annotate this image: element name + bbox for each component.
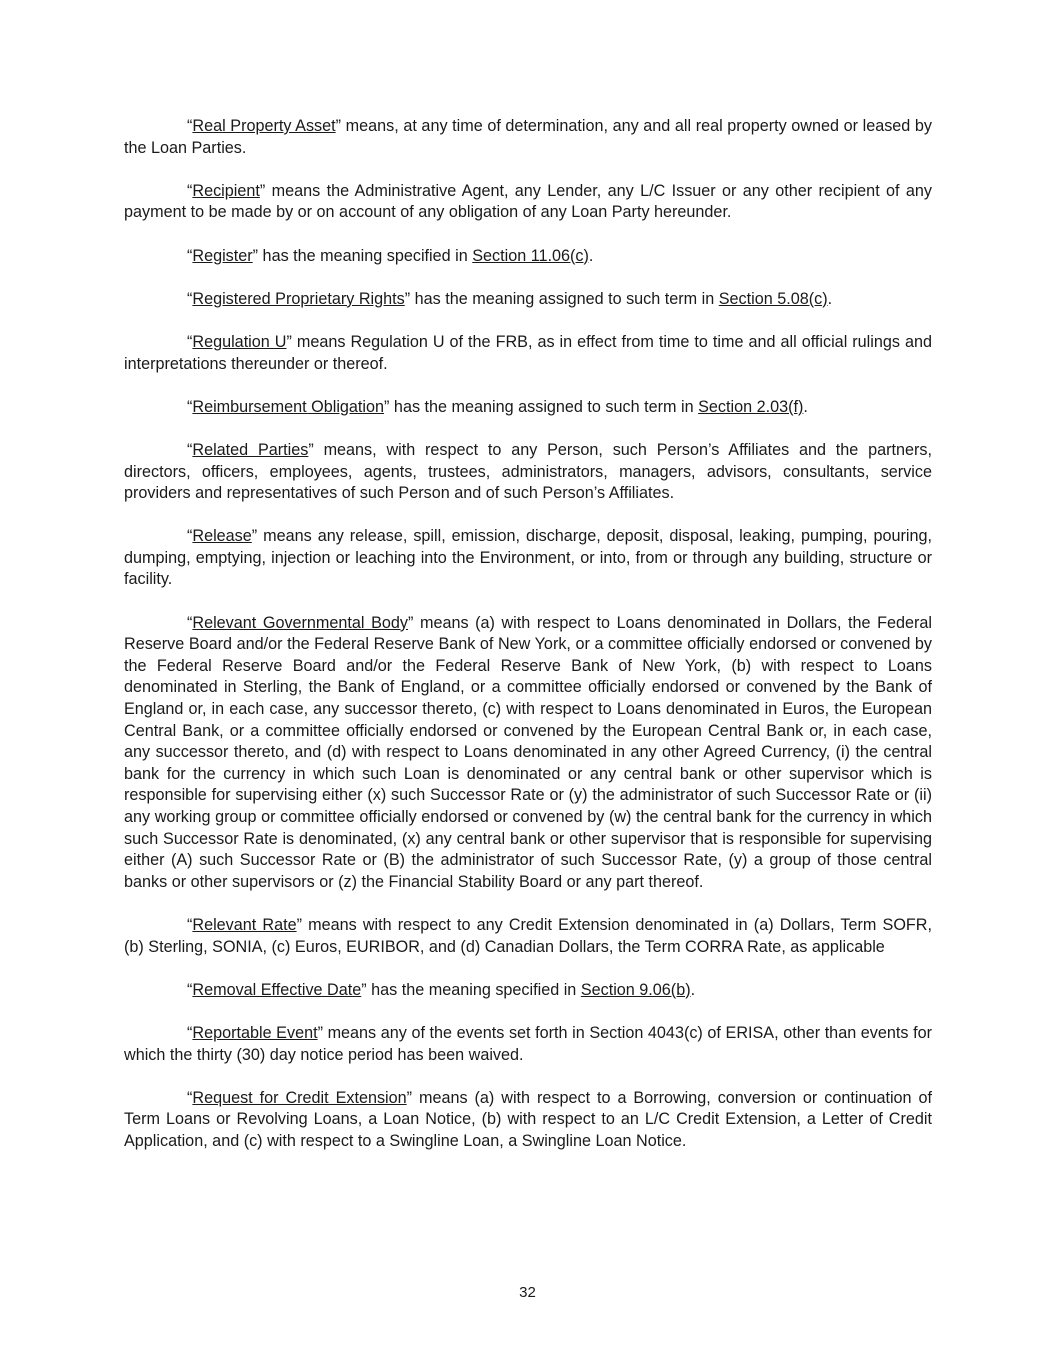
defined-term: Relevant Rate (192, 915, 297, 934)
section-reference: Section 11.06(c) (472, 246, 589, 265)
definition-relevant-governmental-body: “Relevant Governmental Body” means (a) with respect to Loans denominated in Dollars, the Federal Reserve Board and/or the Federal Reserve Bank of New York, or a committee officially endorsed or convened by the Federal Reserve Board and/or the Federal Reserve Bank of New York, (b) with respect to Loans denominated in Sterling, the Bank of England, or a committee officially endorsed or convened by the Bank of England or, in each case, any successor thereto, (c) with respect to Loans denominated in Euros, the European Central Bank, or a committee officially endorsed or convened by the European Central Bank or, in each case, any successor thereto, and (d) with respect to Loans denominated in any other Agreed Currency, (i) the central bank for the currency in which such Loan is denominated or any central bank or other supervisor which is responsible for supervising either (x) such Successor Rate or (y) the administrator of such Successor Rate or (ii) any working group or committee officially endorsed or convened by (w) the central bank for the currency in which such Successor Rate is denominated, (x) any central bank or other supervisor that is responsible for supervising either (A) such Successor Rate or (B) the administrator of such Successor Rate, (y) a group of those central banks or other supervisors or (z) the Financial Stability Board or any part thereof. (124, 613, 932, 891)
definition-real-property-asset: “Real Property Asset” means, at any time of determination, any and all real property owned or leased by the Loan Parties. (124, 117, 932, 157)
definition-text: ” means Regulation U of the FRB, as in effect from time to time and all official rulings and interpretations thereunder or thereof. (124, 332, 932, 373)
defined-term: Register (192, 246, 253, 265)
defined-term: Recipient (192, 181, 260, 200)
definition-tail: . (827, 289, 833, 308)
definition-request-for-credit-extension: “Request for Credit Extension” means (a) with respect to a Borrowing, conversion or continuation of Term Loans or Revolving Loans, a Loan Notice, (b) with respect to an L/C Credit Extension, a Letter of Credit Application, and (c) with respect to a Swingline Loan, a Swingline Loan Notice. (124, 1088, 932, 1150)
definition-registered-proprietary-rights: “Registered Proprietary Rights” has the meaning assigned to such term in Section 5.08(c). (187, 289, 833, 308)
defined-term: Relevant Governmental Body (192, 613, 408, 632)
definition-relevant-rate: “Relevant Rate” means with respect to any Credit Extension denominated in (a) Dollars, Term SOFR, (b) Sterling, SONIA, (c) Euros, EURIBOR, and (d) Canadian Dollars, the Term CORRA Rate, as applicable (124, 915, 932, 956)
document-body (124, 116, 932, 1174)
definition-reportable-event: “Reportable Event” means any of the events set forth in Section 4043(c) of ERISA, other than events for which the thirty (30) day notice period has been waived. (124, 1023, 932, 1064)
definition-text: ” means (a) with respect to Loans denominated in Dollars, the Federal Reserve Board and/or the Federal Reserve Bank of New York, or a committee officially endorsed or convened by the Federal Reserve Board and/or the Federal Reserve Bank of New York, (b) with respect to Loans denominated in Sterling, the Bank of England, or a committee officially endorsed or convened by the Bank of England or, in each case, any successor thereto, (c) with respect to Loans denominated in Euros, the European Central Bank, or a committee officially endorsed or convened by the European Central Bank or, in each case, any successor thereto, and (d) with respect to Loans denominated in any other Agreed Currency, (i) the central bank for the currency in which such Loan is denominated or any central bank or other supervisor which is responsible for supervising either (x) such Successor Rate or (y) the administrator of such Successor Rate or (ii) any working group or committee officially endorsed or convened by (w) the central bank for the currency in which such Successor Rate is denominated, (x) any central bank or other supervisor that is responsible for supervising either (A) such Successor Rate or (B) the administrator of such Successor Rate, (y) a group of those central banks or other supervisors or (z) the Financial Stability Board or any part thereof. (124, 613, 932, 891)
defined-term: Removal Effective Date (192, 980, 362, 999)
defined-term: Request for Credit Extension (192, 1088, 407, 1107)
definition-text: ” has the meaning assigned to such term in (404, 289, 719, 308)
section-reference: Section 2.03(f) (698, 397, 804, 416)
definition-text: ” has the meaning assigned to such term in (384, 397, 699, 416)
defined-term: Regulation U (192, 332, 287, 351)
definition-text: ” means (a) with respect to a Borrowing, conversion or continuation of Term Loans or Revolving Loans, a Loan Notice, (b) with respect to an L/C Credit Extension, a Letter of Credit Application, and (c) with respect to a Swingline Loan, a Swingline Loan Notice. (124, 1088, 932, 1150)
defined-term: Related Parties (192, 440, 309, 459)
definition-regulation-u: “Regulation U” means Regulation U of the FRB, as in effect from time to time and all official rulings and interpretations thereunder or thereof. (124, 332, 932, 373)
definition-text: ” has the meaning specified in (252, 246, 473, 265)
definition-reimbursement-obligation: “Reimbursement Obligation” has the meaning assigned to such term in Section 2.03(f). (187, 397, 808, 416)
section-reference: Section 5.08(c) (718, 289, 828, 308)
definition-register: “Register” has the meaning specified in Section 11.06(c). (187, 246, 594, 265)
definition-text: ” has the meaning specified in (361, 980, 581, 999)
definition-text: ” means any release, spill, emission, discharge, deposit, disposal, leaking, pumping, pouring, dumping, emptying, injection or leaching into the Environment, or into, from or through any building, structure or facility. (124, 527, 932, 589)
definition-text: ” means any of the events set forth in Section 4043(c) of ERISA, other than events for which the thirty (30) day notice period has been waived. (124, 1023, 932, 1064)
defined-term: Reportable Event (192, 1023, 318, 1042)
definition-text: ” means, at any time of determination, any and all real property owned or leased by the Loan Parties. (124, 117, 932, 157)
definition-tail: . (803, 397, 808, 416)
definition-removal-effective-date: “Removal Effective Date” has the meaning specified in Section 9.06(b). (187, 980, 696, 999)
definition-tail: . (690, 980, 696, 999)
defined-term: Release (192, 527, 252, 546)
defined-term: Real Property Asset (192, 117, 336, 135)
definition-text: ” means with respect to any Credit Extension denominated in (a) Dollars, Term SOFR, (b) Sterling, SONIA, (c) Euros, EURIBOR, and (d) Canadian Dollars, the Term CORRA Rate, as applicable (124, 915, 932, 956)
definition-text: ” means, with respect to any Person, such Person’s Affiliates and the partners, directors, officers, employees, agents, trustees, administrators, managers, advisors, consultants, service providers and representatives of such Person and of such Person’s Affiliates. (124, 440, 932, 503)
definition-release: “Release” means any release, spill, emission, discharge, deposit, disposal, leaking, pumping, pouring, dumping, emptying, injection or leaching into the Environment, or into, from or through any building, structure or facility. (124, 527, 932, 589)
section-reference: Section 9.06(b) (580, 980, 691, 999)
definition-text: ” means the Administrative Agent, any Lender, any L/C Issuer or any other recipient of any payment to be made by or on account of any obligation of any Loan Party hereunder. (124, 181, 932, 222)
definition-related-parties: “Related Parties” means, with respect to any Person, such Person’s Affiliates and the partners, directors, officers, employees, agents, trustees, administrators, managers, advisors, consultants, service providers and representatives of such Person and of such Person’s Affiliates. (124, 440, 932, 503)
page-number: 32 (519, 1284, 536, 1301)
defined-term: Reimbursement Obligation (192, 397, 385, 416)
definition-recipient: “Recipient” means the Administrative Agent, any Lender, any L/C Issuer or any other recipient of any payment to be made by or on account of any obligation of any Loan Party hereunder. (124, 181, 932, 222)
defined-term: Registered Proprietary Rights (192, 289, 405, 308)
definition-tail: . (588, 246, 594, 265)
